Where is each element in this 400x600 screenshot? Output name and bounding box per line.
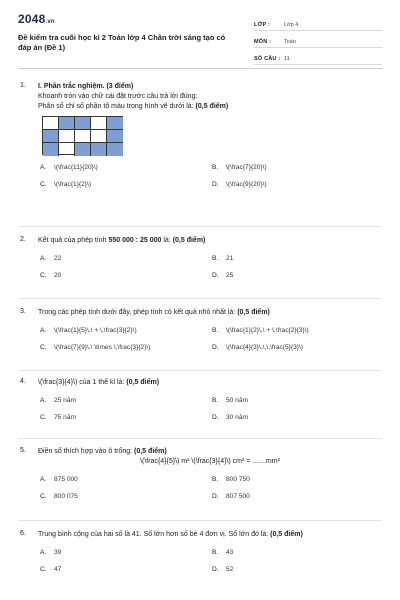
- meta-value: Toán: [284, 39, 296, 45]
- option-c[interactable]: [40, 414, 212, 421]
- question-number: 3.: [20, 308, 26, 315]
- grid-cell: [43, 117, 59, 130]
- option-a[interactable]: [40, 327, 212, 334]
- question-points: (0,5 điểm): [195, 103, 229, 110]
- option-text: 800 075: [54, 493, 78, 500]
- meta-value: 11: [284, 56, 290, 62]
- grid-cell: [91, 130, 107, 143]
- option-c[interactable]: [40, 493, 212, 500]
- grid-cell: [59, 117, 75, 130]
- option-a[interactable]: [40, 476, 212, 483]
- header: [18, 12, 382, 68]
- option-letter: A.: [40, 476, 47, 483]
- fraction-grid-figure: [42, 116, 123, 155]
- question-text: Điền số thích hợp vào ô trống:: [38, 448, 133, 455]
- option-letter: D.: [212, 344, 219, 351]
- option-d[interactable]: [212, 272, 384, 279]
- option-text: 25 năm: [54, 397, 76, 404]
- question-text: Trong các phép tính dưới đây, phép tính có kết quả nhỏ nhất là:: [38, 309, 236, 316]
- option-a[interactable]: [40, 549, 212, 556]
- option-text: \(\frac{7}{9}\,\ \times \,\frac{3}{2}\): [54, 344, 151, 351]
- option-text: \(\frac{1}{2}\,\ + \,\frac{2}{3}\): [226, 327, 309, 334]
- option-letter: C.: [40, 493, 47, 500]
- divider: [18, 520, 382, 521]
- question-expression: 550 000 : 25 000: [108, 237, 162, 244]
- grid-cell: [107, 130, 123, 143]
- question-instruction: Khoanh tròn vào chữ cái đặt trước câu trả lời đúng:: [38, 93, 198, 100]
- brand-main: 2048: [18, 12, 46, 26]
- option-b[interactable]: [212, 255, 384, 262]
- option-text: 50 năm: [226, 397, 248, 404]
- option-text: \(\frac{7}{20}\): [226, 164, 267, 171]
- option-text: 75 năm: [54, 414, 76, 421]
- meta-panel: [254, 14, 382, 65]
- brand-suffix: .vn: [45, 19, 55, 25]
- option-d[interactable]: [212, 344, 384, 351]
- question-number: 5.: [20, 447, 26, 454]
- option-text: 21: [226, 255, 234, 262]
- option-b[interactable]: [212, 476, 384, 483]
- option-a[interactable]: [40, 397, 212, 404]
- option-text: 39: [54, 549, 62, 556]
- option-letter: C.: [40, 181, 47, 188]
- meta-label: MÔN :: [254, 39, 272, 45]
- question-number: 4.: [20, 378, 26, 385]
- brand-logo[interactable]: [18, 12, 55, 26]
- option-text: 25: [226, 272, 234, 279]
- option-text: 30 năm: [226, 414, 248, 421]
- option-letter: B.: [212, 327, 219, 334]
- question-2: [20, 236, 382, 279]
- option-letter: D.: [212, 493, 219, 500]
- option-c[interactable]: [40, 181, 212, 188]
- option-letter: B.: [212, 549, 219, 556]
- option-d[interactable]: [212, 493, 384, 500]
- option-letter: B.: [212, 397, 219, 404]
- option-letter: C.: [40, 272, 47, 279]
- question-points: (0,5 điểm): [270, 531, 303, 538]
- option-letter: A.: [40, 164, 47, 171]
- question-text: Trung bình cộng của hai số là 41. Số lớn hơn số bé 4 đơn vị. Số lớn đó là:: [38, 531, 269, 538]
- option-letter: C.: [40, 566, 47, 573]
- option-letter: D.: [212, 566, 219, 573]
- question-number: 1.: [20, 82, 26, 89]
- question-6: [20, 530, 382, 573]
- meta-label: LỚP :: [254, 22, 270, 28]
- question-5: [20, 447, 382, 500]
- question-points: (0,5 điểm): [172, 237, 206, 244]
- question-text: I. Phần trắc nghiệm. (3 điểm): [38, 83, 134, 90]
- option-b[interactable]: [212, 549, 384, 556]
- meta-value: Lớp 4: [284, 22, 299, 28]
- divider: [18, 226, 382, 227]
- option-letter: D.: [212, 181, 219, 188]
- divider: [18, 438, 382, 439]
- meta-row-class: [254, 14, 382, 31]
- question-prompt: Phân số chỉ số phần tô màu trong hình vẽ dưới là:: [38, 103, 194, 110]
- grid-cell: [75, 117, 91, 130]
- option-letter: C.: [40, 414, 47, 421]
- option-text: \(\frac{4}{3}\,\,\,\frac{5}{3}\): [226, 344, 303, 351]
- question-4: [20, 378, 382, 421]
- meta-label: SỐ CÂU :: [254, 56, 281, 62]
- grid-cell: [43, 130, 59, 143]
- question-text: \(\frac{3}{4}\) của 1 thế kỉ là:: [38, 379, 125, 386]
- option-a[interactable]: [40, 255, 212, 262]
- option-b[interactable]: [212, 327, 384, 334]
- option-text: 875 000: [54, 476, 78, 483]
- option-c[interactable]: [40, 344, 212, 351]
- grid-cell: [91, 143, 107, 156]
- option-letter: A.: [40, 397, 47, 404]
- grid-cell: [107, 117, 123, 130]
- option-c[interactable]: [40, 272, 212, 279]
- question-points: (0,5 điểm): [126, 379, 160, 386]
- option-d[interactable]: [212, 181, 384, 188]
- option-text: 52: [226, 566, 234, 573]
- option-text: \(\frac{11}{20}\): [54, 164, 98, 171]
- option-a[interactable]: [40, 164, 212, 171]
- option-letter: B.: [212, 164, 219, 171]
- question-number: 6.: [20, 530, 26, 537]
- question-3: [20, 308, 382, 351]
- option-letter: C.: [40, 344, 47, 351]
- question-text-end: là:: [163, 237, 171, 244]
- meta-row-subject: [254, 31, 382, 48]
- option-text: 800 750: [226, 476, 250, 483]
- grid-cell: [75, 143, 91, 156]
- grid-cell: [59, 130, 75, 143]
- option-letter: A.: [40, 327, 47, 334]
- option-text: \(\frac{9}{20}\): [226, 181, 267, 188]
- question-1: [20, 82, 382, 188]
- option-b[interactable]: [212, 397, 384, 404]
- option-letter: B.: [212, 476, 219, 483]
- question-points: (0,5 điểm): [237, 309, 270, 316]
- question-number: 2.: [20, 236, 26, 243]
- option-d[interactable]: [212, 566, 384, 573]
- option-text: \(\frac{1}{5}\,\ + \,\frac{3}{2}\): [54, 327, 137, 334]
- grid-cell: [75, 130, 91, 143]
- option-letter: A.: [40, 549, 47, 556]
- option-d[interactable]: [212, 414, 384, 421]
- meta-row-count: [254, 48, 382, 65]
- option-letter: A.: [40, 255, 47, 262]
- option-letter: D.: [212, 272, 219, 279]
- header-divider: [18, 68, 382, 69]
- document-title: Đề kiểm tra cuối học kì 2 Toán lớp 4 Chân trời sáng tạo có đáp án (Đề 1): [18, 33, 226, 52]
- option-text: 22: [54, 255, 62, 262]
- option-b[interactable]: [212, 164, 384, 171]
- option-text: 47: [54, 566, 62, 573]
- grid-cell: [107, 143, 123, 156]
- grid-cell: [43, 143, 59, 156]
- option-text: 43: [226, 549, 234, 556]
- option-letter: B.: [212, 255, 219, 262]
- option-text: 807 500: [226, 493, 250, 500]
- divider: [18, 298, 382, 299]
- option-text: 20: [54, 272, 62, 279]
- question-text: Kết quả của phép tính: [38, 237, 107, 244]
- question-expression: \(\frac{4}{5}\) m² \(\frac{3}{4}\) cm² = .......mm²: [140, 458, 280, 465]
- divider: [18, 370, 382, 371]
- option-text: \(\frac{1}{2}\): [54, 181, 92, 188]
- grid-cell: [91, 117, 107, 130]
- option-letter: D.: [212, 414, 219, 421]
- option-c[interactable]: [40, 566, 212, 573]
- question-points: (0,5 điểm): [134, 448, 167, 455]
- grid-cell: [59, 143, 75, 156]
